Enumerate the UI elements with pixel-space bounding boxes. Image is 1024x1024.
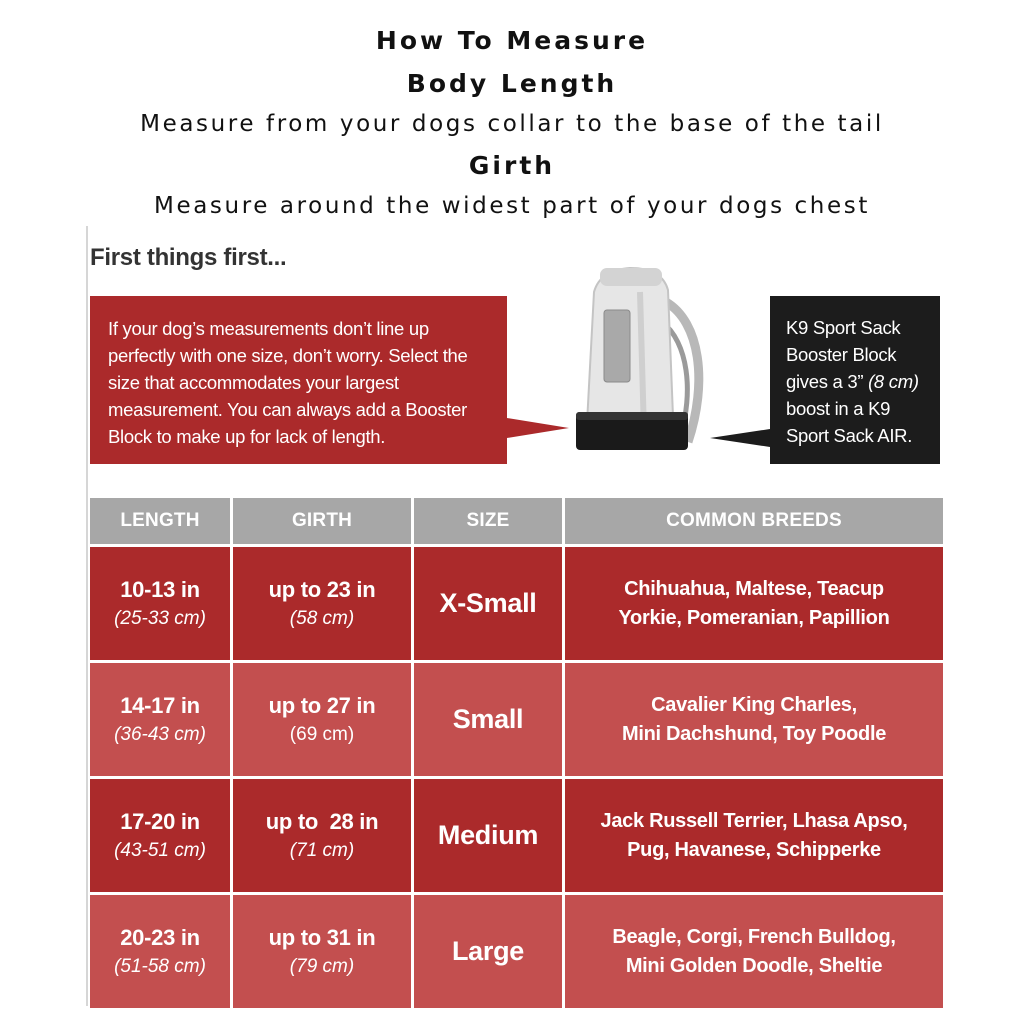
table-row-length <box>90 547 230 660</box>
girth-cm: (69 cm) <box>289 724 355 745</box>
breeds-line-2: Mini Golden Doodle, Sheltie <box>625 954 883 977</box>
booster-text-em: (8 cm) <box>868 371 919 392</box>
breeds-line-1: Beagle, Corgi, French Bulldog, <box>612 925 896 948</box>
girth-in: up to 31 in <box>268 925 376 950</box>
table-row-size <box>414 663 562 776</box>
table-row-breeds <box>565 779 943 892</box>
girth-in: up to 28 in <box>265 809 379 834</box>
sizing-note-pointer <box>507 418 569 438</box>
girth-heading: Girth <box>468 151 556 180</box>
table-row-breeds <box>565 895 943 1008</box>
table-row-girth <box>233 895 411 1008</box>
body-length-heading: Body Length <box>406 69 618 98</box>
length-cm: (43-51 cm) <box>114 840 206 861</box>
table-row-size <box>414 895 562 1008</box>
length-in: 20-23 in <box>120 925 200 950</box>
booster-text-a: K9 Sport Sack Booster Block gives a 3” <box>786 317 901 392</box>
booster-text-b: boost in a K9 Sport Sack AIR. <box>786 398 913 446</box>
table-row-girth <box>233 663 411 776</box>
size-table <box>90 498 940 1006</box>
girth-cm: (58 cm) <box>289 608 355 629</box>
girth-cm: (79 cm) <box>289 956 355 977</box>
table-row-girth <box>233 547 411 660</box>
length-in: 10-13 in <box>120 577 200 602</box>
table-row-length <box>90 663 230 776</box>
girth-in: up to 23 in <box>268 577 376 602</box>
page-title: How To Measure <box>375 26 649 55</box>
length-cm: (36-43 cm) <box>114 724 206 745</box>
breeds-line-1: Cavalier King Charles, <box>651 693 857 716</box>
booster-pointer <box>710 429 770 447</box>
header-size: SIZE <box>414 498 562 544</box>
table-row-breeds <box>565 663 943 776</box>
sizing-note-text: If your dog’s measurements don’t line up perfectly with one size, don’t worry. Select the size that accommodates your largest measurement. You can always add a Booster Block to make up for lack of length. <box>108 318 468 447</box>
length-in: 14-17 in <box>120 693 200 718</box>
size-label: Large <box>451 936 525 966</box>
table-row-length <box>90 779 230 892</box>
sizing-note-box <box>90 296 507 464</box>
table-row-size <box>414 547 562 660</box>
breeds-line-2: Pug, Havanese, Schipperke <box>627 838 881 861</box>
table-row-size <box>414 779 562 892</box>
header-common-breeds: COMMON BREEDS <box>565 498 943 544</box>
girth-in: up to 27 in <box>268 693 376 718</box>
size-label: X-Small <box>439 588 537 618</box>
length-cm: (25-33 cm) <box>114 608 206 629</box>
size-label: Small <box>452 704 524 734</box>
breeds-line-1: Chihuahua, Maltese, Teacup <box>624 577 884 600</box>
length-cm: (51-58 cm) <box>114 956 206 977</box>
table-row-girth <box>233 779 411 892</box>
table-row-length <box>90 895 230 1008</box>
length-in: 17-20 in <box>120 809 200 834</box>
size-chart-infographic <box>86 226 940 1006</box>
first-things-heading: First things first... <box>90 244 287 271</box>
breeds-line-2: Mini Dachshund, Toy Poodle <box>621 722 887 745</box>
body-length-description: Measure from your dogs collar to the base of the tail <box>140 111 884 137</box>
table-row-breeds <box>565 547 943 660</box>
breeds-line-1: Jack Russell Terrier, Lhasa Apso, <box>600 809 908 832</box>
girth-cm: (71 cm) <box>289 840 355 861</box>
breeds-line-2: Yorkie, Pomeranian, Papillion <box>618 606 890 629</box>
header-length: LENGTH <box>90 498 230 544</box>
header-girth: GIRTH <box>233 498 411 544</box>
girth-description: Measure around the widest part of your dogs chest <box>154 193 870 219</box>
size-label: Medium <box>437 820 539 850</box>
booster-block-box <box>770 296 940 464</box>
backpack-image <box>570 262 710 472</box>
